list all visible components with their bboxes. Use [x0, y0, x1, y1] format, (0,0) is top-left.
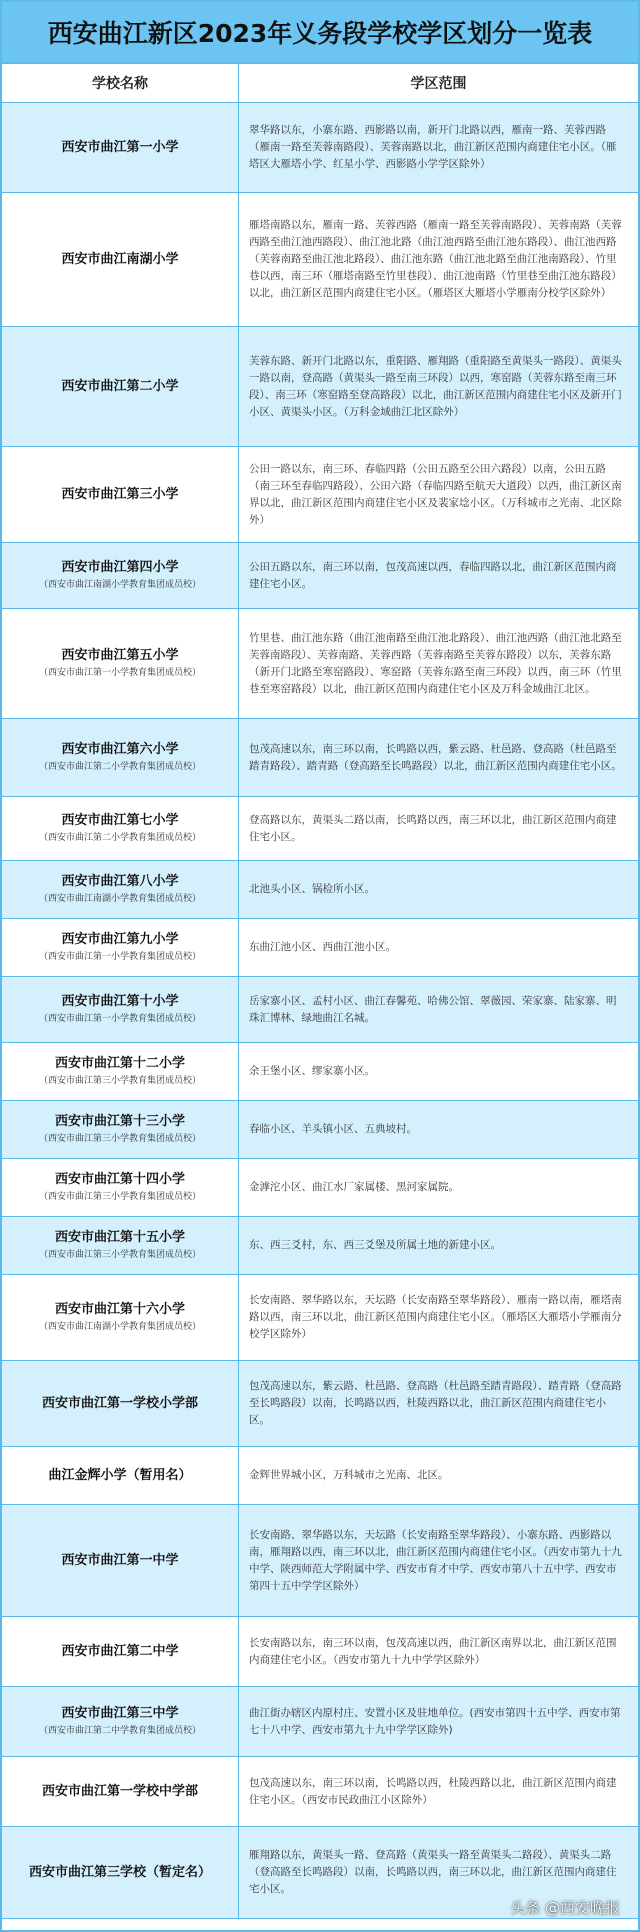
school-name: 西安市曲江第十五小学 [54, 1230, 185, 1245]
school-cell [2, 447, 239, 542]
district-scope-text: 长安南路、翠华路以东，天坛路（长安南路至翠华路段）、雁南一路以南，雁塔南路以西，南三环以北，曲江新区范围内商建住宅小区。（雁塔区大雁塔小学雁南分校学区除外） [249, 1294, 622, 1340]
table-row [2, 327, 638, 447]
scope-cell [239, 919, 638, 976]
school-name: 西安市曲江第三小学 [61, 486, 179, 502]
school-name: 西安市曲江第十二小学 [54, 1056, 185, 1071]
district-scope-text: 东、西三爻村，东、西三爻堡及所属土地的新建小区。 [249, 1239, 501, 1251]
district-scope-text: 长安南路、翠华路以东，天坛路（长安南路至翠华路段）、小寨东路、西影路以南，雁翔路以西，南三环以北，曲江新区范围内商建住宅小区。（西安市第九十九中学、陕西师范大学附属中学、西安市育才中学、西安市第八十五中学、西安市第四十五中学学区除外） [249, 1528, 622, 1592]
school-name: 西安市曲江第一学校中学部 [41, 1783, 198, 1799]
table-row [2, 719, 638, 797]
district-scope-text: 雁翔路以东，黄渠头一路、登高路（黄渠头一路至黄渠头二路段）、黄渠头二路（登高路至长鸣路段）以南，长鸣路以西，南三环以北，曲江新区范围内商建住宅小区。 [249, 1849, 617, 1895]
scope-cell [239, 1447, 638, 1504]
school-group-note: （西安市曲江南湖小学教育集团成员校） [38, 894, 201, 904]
table-row [2, 447, 638, 543]
school-group-note: （西安市曲江第三小学教育集团成员校） [38, 1250, 201, 1260]
table-body [2, 103, 638, 1919]
scope-cell [239, 1361, 638, 1446]
school-name: 西安市曲江第七小学 [61, 813, 179, 828]
scope-cell [239, 1275, 638, 1360]
district-scope-text: 余王堡小区、缪家寨小区。 [249, 1065, 375, 1077]
table-row [2, 1617, 638, 1687]
school-name: 西安市曲江第十六小学 [54, 1302, 185, 1317]
school-name: 西安市曲江第一中学 [61, 1552, 179, 1568]
district-scope-text: 岳家寨小区、孟村小区、曲江春馨苑、哈佛公馆、翠薇园、荣家寨、陆家寨、明珠汇博林、绿地曲江名城。 [249, 994, 617, 1024]
school-cell [2, 193, 239, 326]
school-name: 西安市曲江第八小学 [61, 874, 179, 889]
school-cell [2, 861, 239, 918]
scope-cell [239, 1757, 638, 1826]
school-cell [2, 1447, 239, 1504]
school-name: 曲江金辉小学（暂用名） [48, 1467, 192, 1483]
scope-cell [239, 193, 638, 326]
school-group-note: （西安市曲江第二中学教育集团成员校） [38, 1726, 201, 1736]
table-row [2, 103, 638, 193]
school-group-note: （西安市曲江南湖小学教育集团成员校） [38, 1322, 201, 1332]
district-scope-text: 竹里巷、曲江池东路（曲江池南路至曲江池北路段）、曲江池西路（曲江池北路至芙蓉南路段）、芙蓉南路、芙蓉西路（芙蓉南路至芙蓉东路段）以东，芙蓉东路（新开门北路至寒窑路段）、寒窑路（芙蓉东路至南三环段）以西，南三环（竹里巷至寒窑路段）以北，曲江新区范围内商建住宅小区及万科金域曲江北区。 [249, 631, 622, 695]
scope-cell [239, 609, 638, 718]
table-row [2, 1757, 638, 1827]
school-cell [2, 1505, 239, 1616]
table-row [2, 1101, 638, 1159]
table-row [2, 1505, 638, 1617]
school-cell [2, 1275, 239, 1360]
school-cell [2, 103, 239, 192]
scope-cell [239, 1617, 638, 1686]
scope-cell [239, 977, 638, 1042]
page-title: 西安曲江新区2023年义务段学校学区划分一览表 [2, 2, 638, 64]
district-scope-text: 包茂高速以东，南三环以南，长鸣路以西，紫云路、杜邑路、登高路（杜邑路至踏青路段）、踏青路（登高路至长鸣路段）以北，曲江新区范围内商建住宅小区。 [249, 742, 622, 772]
scope-cell [239, 1159, 638, 1216]
table-row [2, 861, 638, 919]
district-scope-text: 翠华路以东，小寨东路、西影路以南，新开门北路以西，雁南一路、芙蓉西路（雁南一路至芙蓉南路段）、芙蓉南路以北，曲江新区范围内商建住宅小区。（雁塔区大雁塔小学、红星小学、西影路小学学区除外） [249, 124, 617, 170]
district-scope-text: 包茂高速以东，紫云路、杜邑路、登高路（杜邑路至踏青路段）、踏青路（登高路至长鸣路段）以南，长鸣路以西，杜陵西路以北，曲江新区范围内商建住宅小区。 [249, 1380, 622, 1426]
scope-cell [239, 1043, 638, 1100]
school-group-note: （西安市曲江第三小学教育集团成员校） [38, 1192, 201, 1202]
school-name: 西安市曲江第十小学 [61, 994, 179, 1009]
district-scope-text: 芙蓉东路、新开门北路以东，重阳路、雁翔路（重阳路至黄渠头一路段）、黄渠头一路以南，登高路（黄渠头一路至南三环段）以西，寒窑路（芙蓉东路至南三环段）、南三环（寒窑路至登高路段）以北，曲江新区范围内商建住宅小区及新开门小区、黄渠头小区。（万科金域曲江北区除外） [249, 354, 622, 418]
school-group-note: （西安市曲江第三小学教育集团成员校） [38, 1076, 201, 1086]
table-row [2, 977, 638, 1043]
school-name: 西安市曲江第六小学 [61, 742, 179, 757]
table-row [2, 193, 638, 327]
school-name: 西安市曲江第三学校（暂定名） [28, 1864, 211, 1880]
school-cell [2, 977, 239, 1042]
scope-cell [239, 797, 638, 860]
district-scope-text: 雁塔南路以东，雁南一路、芙蓉西路（雁南一路至芙蓉南路段）、芙蓉南路（芙蓉西路至曲江池西路段）、曲江池北路（曲江池西路至曲江池东路段）、曲江池西路（芙蓉南路至曲江池北路段）、曲江池东路（曲江池北路至曲江池南路段）、竹里巷以西，南三环（雁塔南路至竹里巷段）、曲江池南路（竹里巷至曲江池东路段）以北，曲江新区范围内商建住宅小区。（雁塔区大雁塔小学雁南分校学区除外） [249, 219, 622, 299]
district-scope-text: 金滹沱小区、曲江水厂家属楼、黑河家属院。 [249, 1181, 459, 1193]
school-cell [2, 919, 239, 976]
table-header-row [2, 64, 638, 103]
school-name: 西安市曲江第四小学 [61, 560, 179, 575]
school-name: 西安市曲江第九小学 [61, 932, 179, 947]
table-row [2, 543, 638, 609]
school-cell [2, 1101, 239, 1158]
school-name: 西安市曲江第十三小学 [54, 1114, 185, 1129]
district-scope-text: 登高路以东，黄渠头二路以南，长鸣路以西，南三环以北，曲江新区范围内商建住宅小区。 [249, 813, 617, 843]
scope-cell [239, 1101, 638, 1158]
scope-cell [239, 447, 638, 542]
school-name: 西安市曲江第一小学 [61, 139, 179, 155]
school-cell [2, 1361, 239, 1446]
school-name: 西安市曲江第五小学 [61, 648, 179, 663]
school-cell [2, 1687, 239, 1756]
table-row [2, 609, 638, 719]
school-name: 西安市曲江第二中学 [61, 1643, 179, 1659]
table-row [2, 1159, 638, 1217]
school-group-note: （西安市曲江第一小学教育集团成员校） [38, 1014, 201, 1024]
table-row [2, 1447, 638, 1505]
school-name: 西安市曲江第三中学 [61, 1706, 179, 1721]
school-name: 西安市曲江第十四小学 [54, 1172, 185, 1187]
scope-cell [239, 719, 638, 796]
district-scope-text: 春临小区、羊头镇小区、五典坡村。 [249, 1123, 417, 1135]
header-district-scope: 学区范围 [410, 76, 467, 92]
school-cell [2, 543, 239, 608]
scope-cell [239, 861, 638, 918]
district-scope-text: 东曲江池小区、西曲江池小区。 [249, 941, 396, 953]
school-cell [2, 1757, 239, 1826]
district-scope-text: 曲江街办辖区内原村庄、安置小区及驻地单位。(西安市第四十五中学、西安市第七十八中学、西安市第九十九中学学区除外) [249, 1706, 621, 1736]
school-name: 西安市曲江南湖小学 [61, 251, 179, 267]
school-group-note: （西安市曲江第二小学教育集团成员校） [38, 762, 201, 772]
school-cell [2, 1159, 239, 1216]
scope-cell [239, 103, 638, 192]
scope-cell [239, 1217, 638, 1274]
district-scope-text: 北池头小区、锅检所小区。 [249, 883, 375, 895]
school-cell [2, 609, 239, 718]
scope-cell [239, 543, 638, 608]
school-cell [2, 1043, 239, 1100]
school-cell [2, 1617, 239, 1686]
school-name: 西安市曲江第一学校小学部 [41, 1395, 198, 1411]
table-row [2, 1217, 638, 1275]
school-name: 西安市曲江第二小学 [61, 378, 179, 394]
table-row [2, 1043, 638, 1101]
school-group-note: （西安市曲江南湖小学教育集团成员校） [38, 580, 201, 590]
scope-cell [239, 1505, 638, 1616]
school-group-note: （西安市曲江第三小学教育集团成员校） [38, 1134, 201, 1144]
school-cell [2, 1217, 239, 1274]
district-scope-text: 公田一路以东，南三环、春临四路（公田五路至公田六路段）以南，公田五路（南三环至春临四路段）、公田六路（春临四路至航天大道段）以西，曲江新区南界以北，曲江新区范围内商建住宅小区及裴家埝小区。（万科城市之光南、北区除外） [249, 462, 622, 526]
scope-cell [239, 327, 638, 446]
district-scope-text: 长安南路以东，南三环以南，包茂高速以西，曲江新区南界以北，曲江新区范围内商建住宅小区。（西安市第九十九中学学区除外） [249, 1636, 617, 1666]
school-group-note: （西安市曲江第一小学教育集团成员校） [38, 952, 201, 962]
district-scope-text: 包茂高速以东，南三环以南，长鸣路以西，杜陵西路以北，曲江新区范围内商建住宅小区。（西安市民政曲江小区除外） [249, 1776, 617, 1806]
district-scope-text: 金辉世界城小区，万科城市之光南、北区。 [249, 1469, 449, 1481]
watermark: 头条 @西安晚报 [510, 1899, 620, 1917]
scope-cell [239, 1687, 638, 1756]
table-row [2, 1275, 638, 1361]
school-cell [2, 327, 239, 446]
school-cell [2, 797, 239, 860]
table-row [2, 1687, 638, 1757]
district-scope-text: 公田五路以东，南三环以南，包茂高速以西，春临四路以北，曲江新区范围内商建住宅小区。 [249, 560, 617, 590]
school-group-note: （西安市曲江第二小学教育集团成员校） [38, 833, 201, 843]
table-row [2, 1361, 638, 1447]
school-cell [2, 1827, 239, 1918]
table-row [2, 797, 638, 861]
header-school-name: 学校名称 [2, 64, 239, 102]
school-group-note: （西安市曲江第一小学教育集团成员校） [38, 668, 201, 678]
table-row [2, 919, 638, 977]
school-cell [2, 719, 239, 796]
